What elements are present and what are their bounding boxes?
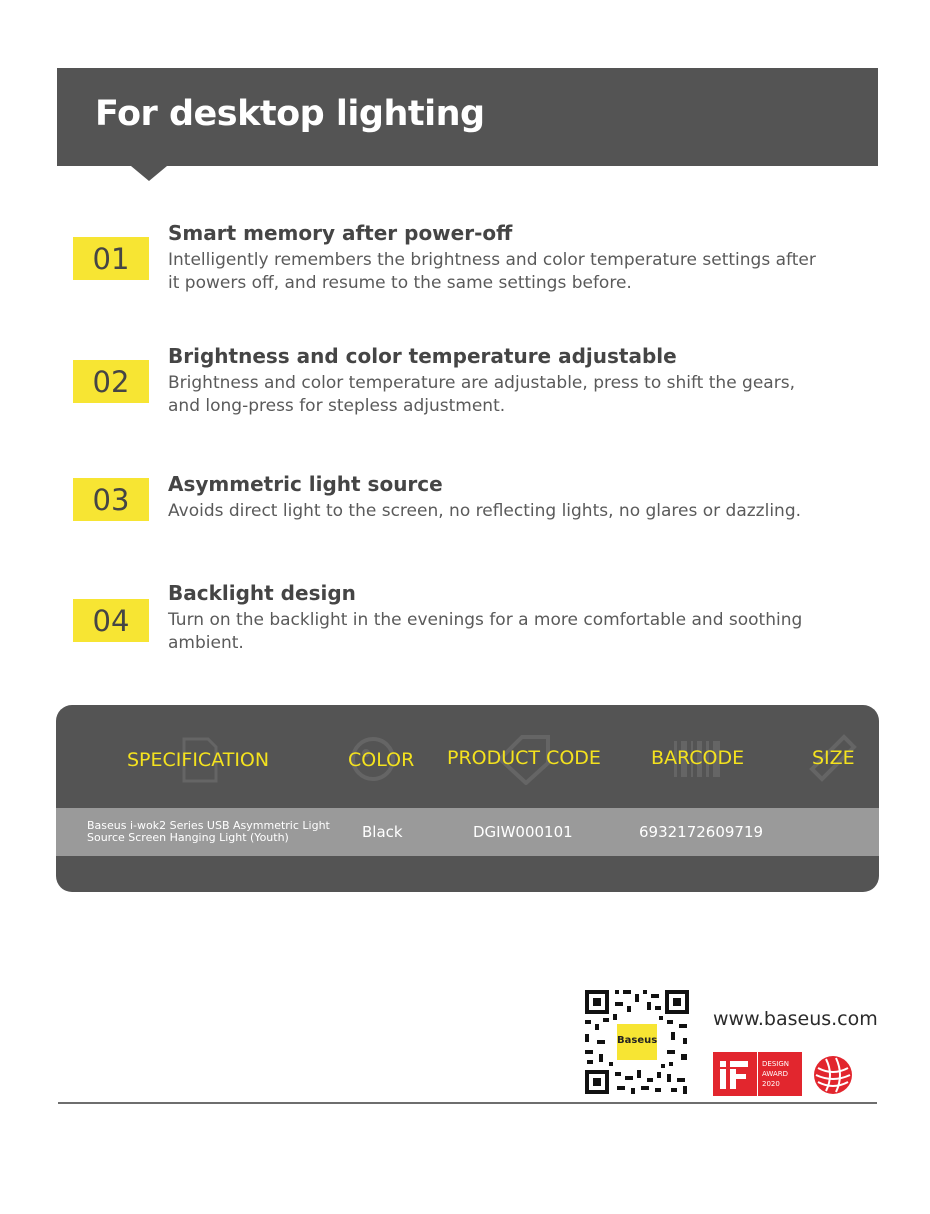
page-title: For desktop lighting [95,94,485,134]
feature-title: Backlight design [168,581,356,605]
column-header-specification: SPECIFICATION [127,749,270,771]
feature-number-badge: 02 [73,360,149,403]
award-line: DESIGN [762,1060,789,1068]
specification-line-2: Source Screen Hanging Light (Youth) [87,831,289,844]
website-link[interactable]: www.baseus.com [713,1008,878,1030]
feature-number-badge: 01 [73,237,149,280]
if-award-text [758,1052,802,1096]
cell-product-code: DGIW000101 [473,823,573,841]
cell-specification [87,820,330,844]
column-header-barcode: BARCODE [651,747,745,769]
cell-barcode: 6932172609719 [639,823,764,841]
if-award-logo [713,1052,757,1096]
feature-description: Brightness and color temperature are adjustable, press to shift the gears, and long-press for stepless adjustment. [168,373,795,416]
red-dot-award-icon [812,1054,854,1096]
section-header [57,68,878,166]
specification-line-1: Baseus i-wok2 Series USB Asymmetric Light [87,819,330,832]
qr-brand-label: Baseus [617,1035,658,1046]
feature-number-badge: 04 [73,599,149,642]
feature-title: Brightness and color temperature adjustable [168,344,677,368]
cell-color: Black [362,823,403,841]
footer-divider [58,1102,877,1104]
specification-table [56,705,879,892]
feature-number-badge: 03 [73,478,149,521]
feature-description: Intelligently remembers the brightness and color temperature settings after it powers off, and resume to the same settings before. [168,250,816,293]
feature-title: Smart memory after power-off [168,221,513,245]
if-logo-icon [713,1052,757,1096]
column-header-product-code: PRODUCT CODE [447,747,601,769]
column-header-size: SIZE [812,747,855,769]
column-header-color: COLOR [348,749,415,771]
header-pointer [131,166,167,181]
feature-title: Asymmetric light source [168,472,443,496]
award-line: 2020 [762,1080,780,1088]
feature-description: Avoids direct light to the screen, no reflecting lights, no glares or dazzling. [168,501,802,521]
table-row [56,808,879,856]
award-line: AWARD [762,1070,788,1078]
feature-description: Turn on the backlight in the evenings for a more comfortable and soothing ambient. [168,610,803,653]
